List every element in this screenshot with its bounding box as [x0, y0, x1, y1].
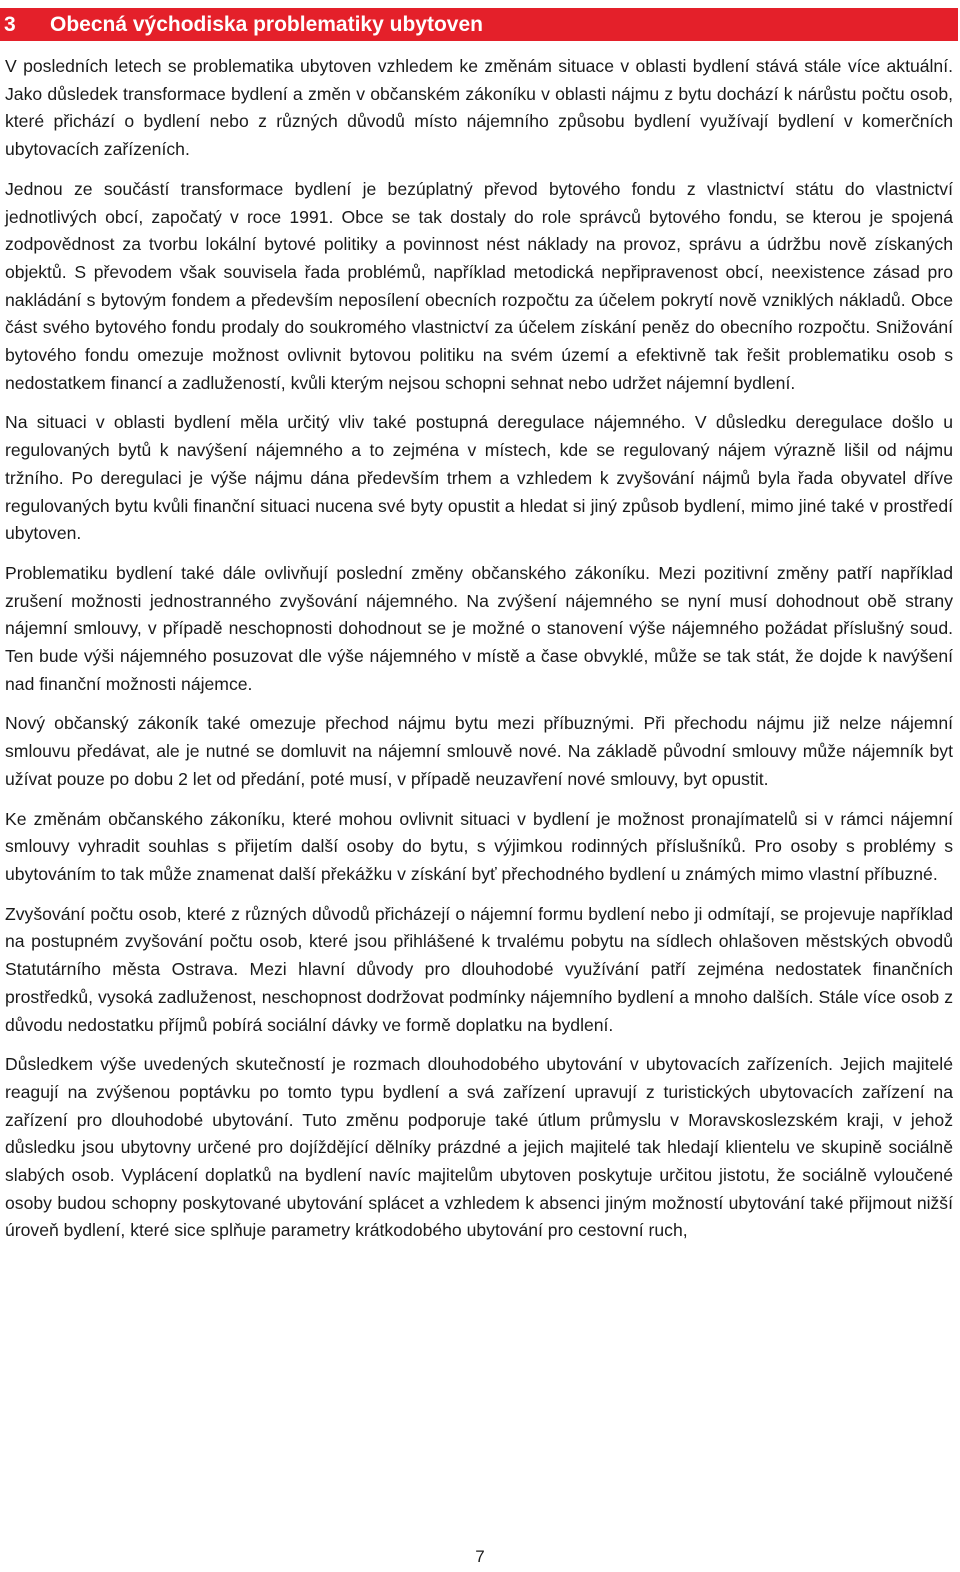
paragraph-7: Zvyšování počtu osob, které z různých důvodů přicházejí o nájemní formu bydlení nebo ji odmítají, se projevuje například na postupném zvyšování počtu osob, které jsou přihlášené k trvalému pobytu na sídlech ohlašoven městských obvodů Statutárního města Ostrava. Mezi hlavní důvody pro dlouhodobé využívání patří zejména nedostatek finančních prostředků, vysoká zadluženost, neschopnost dodržovat podmínky nájemního bydlení a mnoho dalších. Stále více osob z důvodu nedostatku příjmů pobírá sociální dávky ve formě doplatku na bydlení. — [5, 903, 953, 1035]
paragraph-5: Nový občanský zákoník také omezuje přechod nájmu bytu mezi příbuznými. Při přechodu nájmu již nelze nájemní smlouvu předávat, ale je nutné se domluvit na nájemní smlouvě nové. Na základě původní smlouvy může nájemník byt užívat pouze po dobu 2 let od předání, poté musí, v případě neuzavření nové smlouvy, byt opustit. — [5, 713, 953, 789]
paragraph-3: Na situaci v oblasti bydlení měla určitý vliv také postupná deregulace nájemného. V důsledku deregulace došlo u regulovaných bytů k navýšení nájemného a to zejména v místech, kde se regulovaný nájem výrazně lišil od nájmu tržního. Po deregulaci je výše nájmu dána především trhem a vzhledem k zvyšování nájmů byla řada obyvatel dříve regulovaných bytu kvůli finanční situaci nucena své byty opustit a hledat si jiný způsob bydlení, mimo jiné také v prostředí ubytoven. — [5, 412, 953, 544]
page-number: 7 — [475, 1547, 485, 1566]
section-title: Obecná východiska problematiky ubytoven — [50, 13, 483, 36]
paragraph-6: Ke změnám občanského zákoníku, které mohou ovlivnit situaci v bydlení je možnost pronajímatelů si v rámci nájemní smlouvy vyhradit souhlas s přijetím další osoby do bytu, s výjimkou rodinných příslušníků. Pro osoby s problémy s ubytováním to tak může znamenat další překážku v získání byť přechodného bydlení u známých mimo vlastní příbuzné. — [5, 808, 953, 884]
paragraph-4: Problematiku bydlení také dále ovlivňují poslední změny občanského zákoníku. Mezi pozitivní změny patří například zrušení možnosti jednostranného zvyšování nájemného. Na zvýšení nájemného se nyní musí dohodnout obě strany nájemní smlouvy, v případě neschopnosti dohodnout se je možné o stanovení výše nájemného požádat příslušný soud. Ten bude výši nájemného posuzovat dle výše nájemného v místě a čase obvyklé, může se tak stát, že dojde k navýšení nad finanční možnosti nájemce. — [5, 562, 953, 694]
paragraph-1: V posledních letech se problematika ubytoven vzhledem ke změnám situace v oblasti bydlení stává stále více aktuální. Jako důsledek transformace bydlení a změn v občanském zákoníku v oblasti nájmu z bytu dochází k nárůstu počtu osob, které přichází o bydlení nebo z různých důvodů místo nájemního způsobu bydlení využívají bydlení v komerčních ubytovacích zařízeních. — [5, 56, 953, 160]
body-text — [5, 53, 953, 1257]
paragraph-2: Jednou ze součástí transformace bydlení je bezúplatný převod bytového fondu z vlastnictví státu do vlastnictví jednotlivých obcí, započatý v roce 1991. Obce se tak dostaly do role správců bytového fondu, se kterou je spojená zodpovědnost za tvorbu lokální bytové politiky a povinnost nést náklady na provoz, správu a údržbu nově získaných objektů. S převodem však souvisela řada problémů, například metodická nepřipravenost obcí, neexistence zásad pro nakládání s bytovým fondem a především neposílení obecních rozpočtu za účelem pokrytí nově vzniklých nákladů. Obce část svého bytového fondu prodaly do soukromého vlastnictví za účelem získání peněz do obecního rozpočtu. Snižování bytového fondu omezuje možnost ovlivnit bytovou politiku na svém území a efektivně tak řešit problematiku osob s nedostatkem financí a zadlužeností, kvůli kterým nejsou schopni sehnat nebo udržet nájemní bydlení. — [5, 178, 953, 393]
paragraph-8: Důsledkem výše uvedených skutečností je rozmach dlouhodobého ubytování v ubytovacích zařízeních. Jejich majitelé reagují na zvýšenou poptávku po tomto typu bydlení a svá zařízení upravují z turistických ubytovacích zařízení na zařízení pro dlouhodobé ubytování. Tuto změnu podporuje také útlum průmyslu v Moravskoslezském kraji, v jehož důsledku jsou ubytovny určené pro dojíždějící dělníky prázdné a jejich majitelé tak hledají klientelu ve skupině sociálně slabých osob. Vyplácení doplatků na bydlení navíc majitelům ubytoven poskytuje určitou jistotu, že sociálně vyloučené osoby budou schopny poskytované ubytování splácet a vzhledem k absenci jiným možností ubytování také přijmout nižší úroveň bydlení, které sice splňuje parametry krátkodobého ubytování pro cestovní ruch, — [5, 1054, 953, 1241]
section-heading — [0, 8, 958, 41]
section-number: 3 — [4, 13, 16, 36]
